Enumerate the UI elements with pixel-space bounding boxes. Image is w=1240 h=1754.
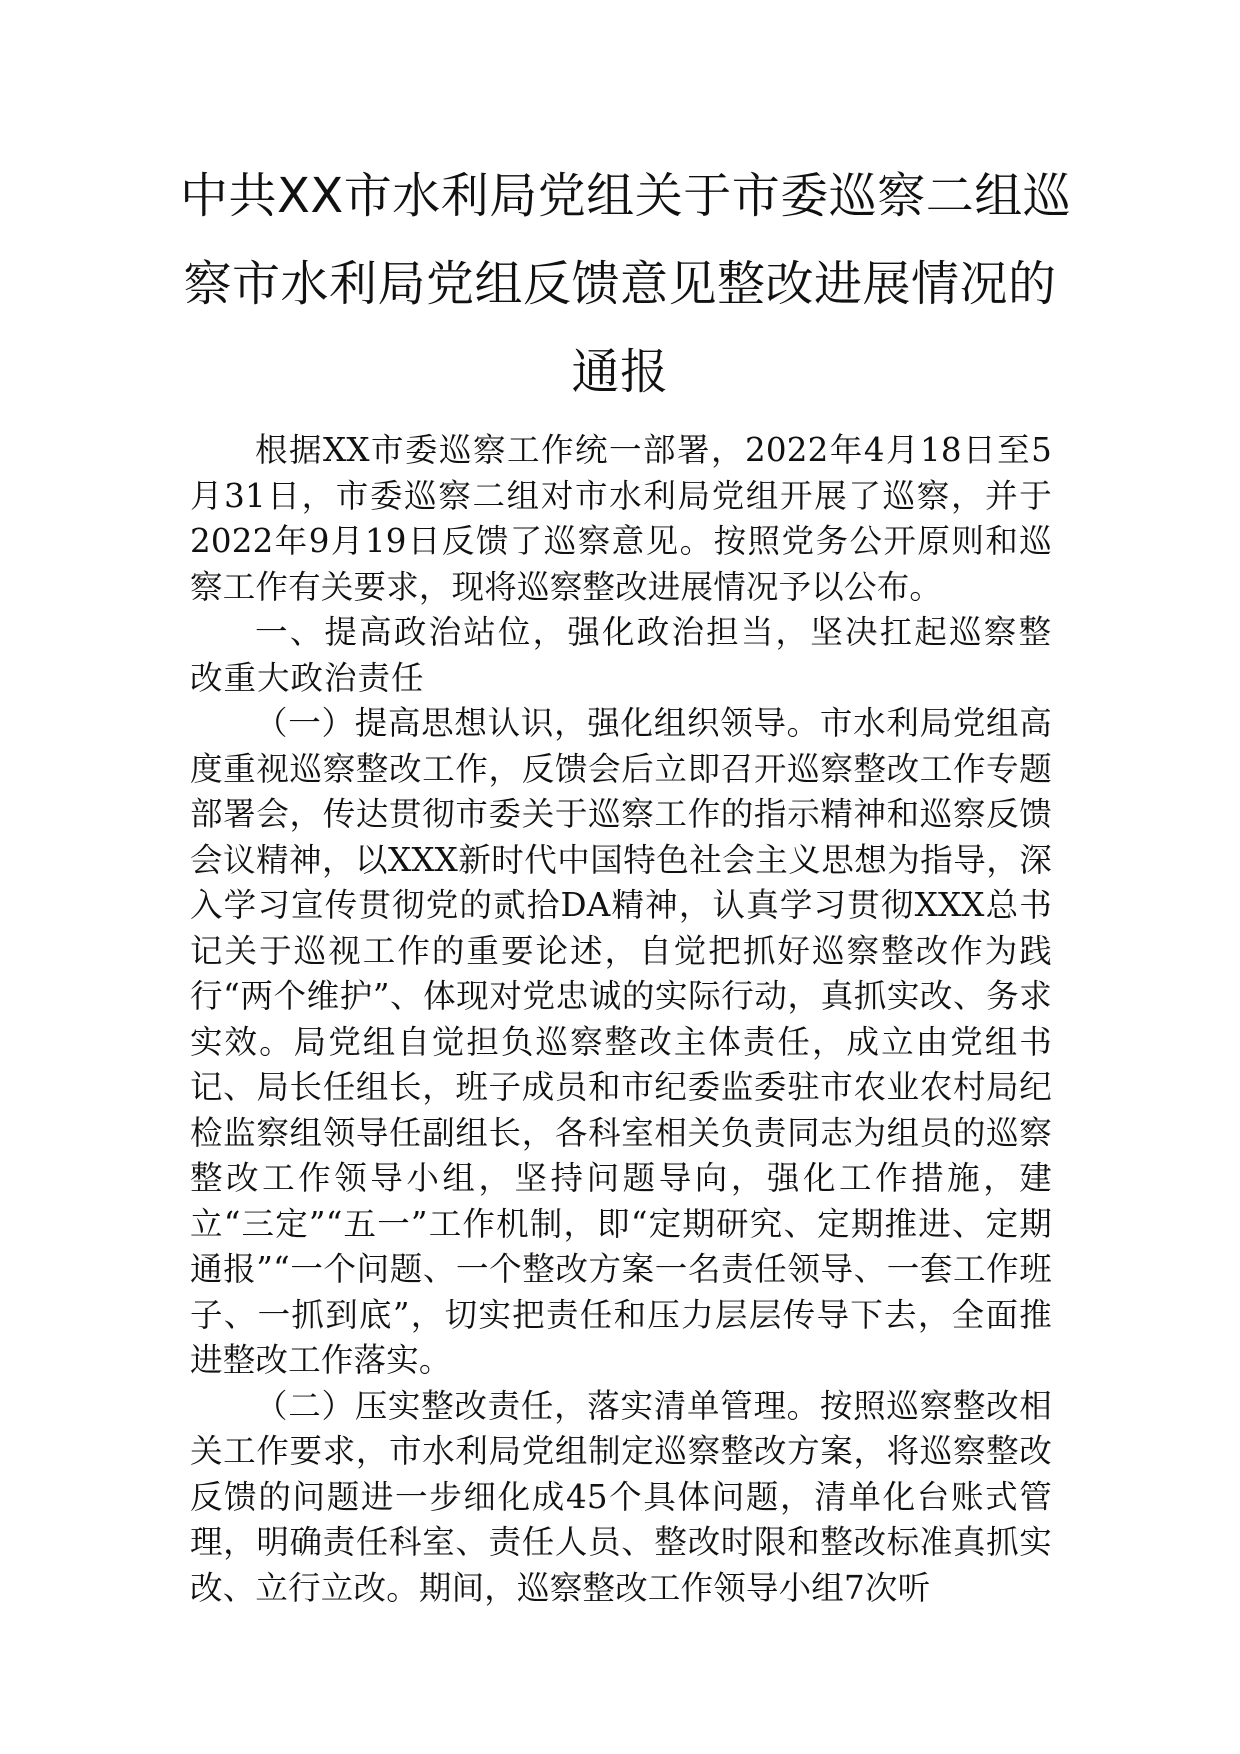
paragraph-1: （一）提高思想认识，强化组织领导。市水利局党组高度重视巡察整改工作，反馈会后立即召开巡察整改工作专题部署会，传达贯彻市委关于巡察工作的指示精神和巡察反馈会议精神，以XXX新时代中国特色社会主义思想为指导，深入学习宣传贯彻党的贰拾DA精神，认真学习贯彻XXX总书记关于巡视工作的重要论述，自觉把抓好巡察整改作为践行“两个维护”、体现对党忠诚的实际行动，真抓实改、务求实效。局党组自觉担负巡察整改主体责任，成立由党组书记、局长任组长，班子成员和市纪委监委驻市农业农村局纪检监察组领导任副组长，各科室相关负责同志为组员的巡察整改工作领导小组，坚持问题导向，强化工作措施，建立“三定”“五一”工作机制，即“定期研究、定期推进、定期通报”“一个问题、一个整改方案一名责任领导、一套工作班子、一抓到底”，切实把责任和压力层层传导下去，全面推进整改工作落实。 [190,704,1052,1379]
title-line-1: 中共XX市水利局党组关于市委巡察二组巡 [180,168,1072,224]
section-1-heading: 一、提高政治站位，强化政治担当，坚决扛起巡察整改重大政治责任 [190,613,1052,697]
paragraph-2: （二）压实整改责任，落实清单管理。按照巡察整改相关工作要求，市水利局党组制定巡察整改方案，将巡察整改反馈的问题进一步细化成45个具体问题，清单化台账式管理，明确责任科室、责任人员、整改时限和整改标准真抓实改、立行立改。期间，巡察整改工作领导小组7次听 [190,1386,1052,1607]
document-body [190,428,1052,1611]
title-line-2: 察市水利局党组反馈意见整改进展情况的 [183,256,1057,312]
title-line-3: 通报 [571,344,669,400]
intro-paragraph: 根据XX市委巡察工作统一部署，2022年4月18日至5月31日，市委巡察二组对市水利局党组开展了巡察，并于2022年9月19日反馈了巡察意见。按照党务公开原则和巡察工作有关要求，现将巡察整改进展情况予以公布。 [190,431,1052,606]
document-title [180,152,1072,416]
